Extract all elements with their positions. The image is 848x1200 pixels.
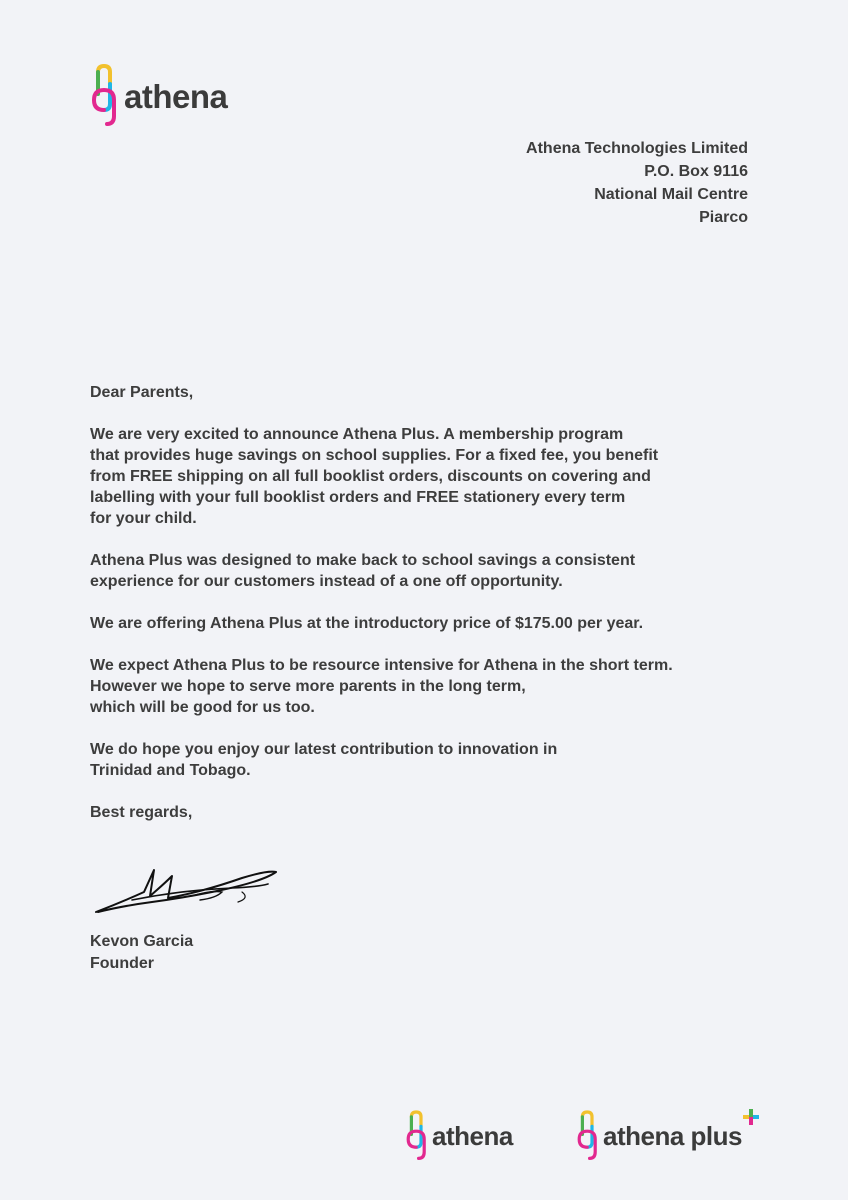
text-line: We are very excited to announce Athena Plus. A membership program <box>90 426 624 443</box>
plus-icon <box>742 1108 760 1126</box>
text-line: experience for our customers instead of a one off opportunity. <box>90 573 563 590</box>
text-line: We are offering Athena Plus at the introductory price of $175.00 per year. <box>90 615 644 632</box>
address-line: Piarco <box>699 209 748 226</box>
text-line: Athena Plus was designed to make back to school savings a consistent <box>90 552 636 569</box>
paragraph-2 <box>90 550 770 592</box>
address-line: Athena Technologies Limited <box>526 140 748 157</box>
paragraph-3 <box>90 613 770 634</box>
letter-body <box>90 382 770 823</box>
athena-plus-wordmark: athena plus <box>603 1121 742 1151</box>
paragraph-4 <box>90 655 770 718</box>
athena-wordmark: athena <box>432 1121 513 1151</box>
salutation: Dear Parents, <box>90 384 194 401</box>
text-line: We do hope you enjoy our latest contribution to innovation in <box>90 741 558 758</box>
address-line: National Mail Centre <box>594 186 748 203</box>
athena-paperclip-icon <box>576 1110 600 1162</box>
athena-paperclip-icon <box>90 64 120 128</box>
text-line: labelling with your full booklist orders and FREE stationery every term <box>90 489 626 506</box>
signer-name: Kevon Garcia <box>90 933 194 950</box>
footer-athena-logo <box>405 1110 513 1162</box>
text-line: Trinidad and Tobago. <box>90 762 251 779</box>
athena-logo <box>90 64 227 128</box>
athena-wordmark: athena <box>124 77 228 115</box>
signer-title: Founder <box>90 955 154 972</box>
text-line: that provides huge savings on school supplies. For a fixed fee, you benefit <box>90 447 659 464</box>
text-line: for your child. <box>90 510 197 527</box>
closing: Best regards, <box>90 804 193 821</box>
sender-address <box>526 137 748 229</box>
text-line: which will be good for us too. <box>90 699 315 716</box>
address-line: P.O. Box 9116 <box>644 163 748 180</box>
footer-athena-plus-logo <box>576 1110 742 1162</box>
signoff <box>90 931 193 975</box>
paragraph-1 <box>90 424 770 529</box>
text-line: We expect Athena Plus to be resource intensive for Athena in the short term. <box>90 657 673 674</box>
athena-paperclip-icon <box>405 1110 429 1162</box>
text-line: from FREE shipping on all full booklist orders, discounts on covering and <box>90 468 651 485</box>
handwritten-signature <box>92 862 282 923</box>
paragraph-5 <box>90 739 770 781</box>
text-line: However we hope to serve more parents in the long term, <box>90 678 526 695</box>
